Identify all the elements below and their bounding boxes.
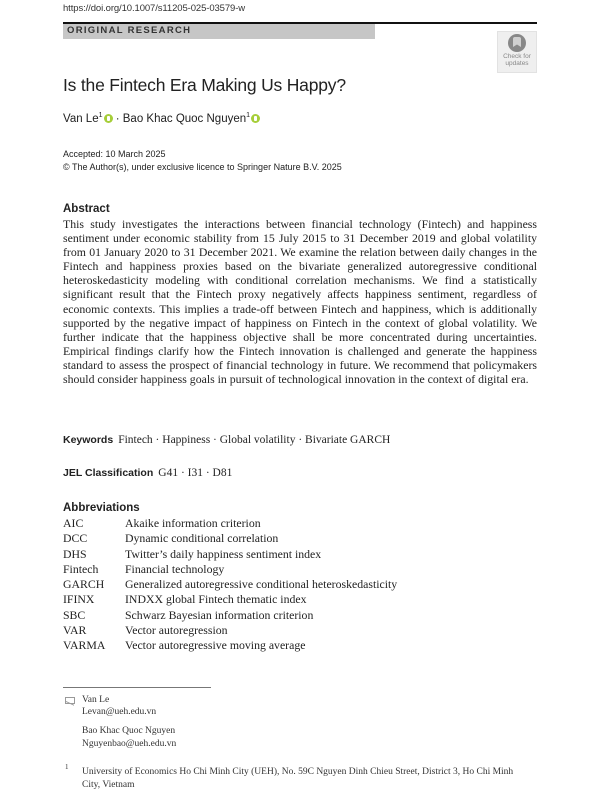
crossmark-label-2: updates [505,60,529,67]
abbreviation-definition: Generalized autoregressive conditional heteroskedasticity [125,577,398,592]
contact-name: Bao Khac Quoc Nguyen [82,726,176,737]
abbreviation-term: DCC [63,531,88,546]
orcid-icon[interactable] [251,114,260,123]
contact-entry [82,694,176,718]
abbreviation-definition: Twitter’s daily happiness sentiment index [125,546,322,561]
keywords [63,434,390,446]
crossmark-label-1: Check for [503,53,531,60]
contact-name: Van Le [82,695,110,705]
abbreviation-term: AIC [63,516,84,530]
crossmark-icon [508,34,526,52]
article-type: ORIGINAL RESEARCH [67,25,192,36]
footnote-rule [63,687,211,688]
copyright: © The Author(s), under exclusive licence to Springer Nature B.V. 2025 [63,161,342,172]
abbreviations-heading: Abbreviations [63,502,140,514]
abbreviation-row [63,623,397,638]
abbreviation-definition: Financial technology [125,561,225,576]
abbreviation-term: VAR [63,623,87,638]
abbreviation-term: IFINX [63,592,95,607]
abbreviation-definition: Dynamic conditional correlation [125,531,279,546]
abbreviation-row [63,531,397,546]
abbreviation-row [63,592,397,607]
abbreviation-row [63,608,397,623]
affiliation-marker: 1 [246,112,251,119]
accepted-date: Accepted: 10 March 2025 [63,149,166,159]
abbreviation-row [63,577,397,592]
abbreviation-term: Fintech [63,561,99,576]
abbreviation-row [63,547,397,562]
jel-label: JEL Classification [63,467,154,479]
article-type-band [63,24,375,39]
abbreviation-term: SBC [63,607,86,622]
abbreviation-term: DHS [63,546,87,561]
keywords-label: Keywords [63,434,114,446]
contact-email[interactable]: Nguyenbao@ueh.edu.vn [82,738,177,749]
doi-link[interactable]: https://doi.org/10.1007/s11205-025-03579-w [63,3,246,14]
abstract-heading: Abstract [63,203,110,215]
abbreviation-row [63,562,397,577]
abbreviation-definition: Schwarz Bayesian information criterion [125,607,314,622]
paper-title: Is the Fintech Era Making Us Happy? [63,75,346,95]
abbreviation-definition: Akaike information criterion [125,516,261,530]
jel-value: G41 · I31 · D81 [158,467,233,479]
keywords-value: Fintech · Happiness · Global volatility · Bivariate GARCH [118,434,391,446]
contact-email[interactable]: Levan@ueh.edu.vn [82,707,157,718]
abstract-text: This study investigates the interactions between financial technology (Fintech) and happiness sentiment under economic stability from 15 July 2015 to 31 December 2019 and global volatility from 01 January 2020 to 31 December 2021. We examine the relation between daily changes in the Fintech and happiness proxies based on the bivariate generalized autoregressive conditional heteroskedasticity modeling with conditional correlation mechanisms. We find a statistically significant result that the Fintech proxy negatively affects happiness sentiment, regardless of economic contexts. This implies a trade-off between Fintech and happiness, which is additionally supported by the negative impact of happiness on Fintech in the context of global volatility. We further indicate that the happiness objective shall be more concentrated during uncertainties. Empirical findings clarify how the Fintech innovation is challenged and generate the happiness standard to assess the prospect of financial technology in future. We recommend that policymakers should consider happiness goals in pursuit of technological innovation in the context of digital era. [63,217,537,387]
author-name: Van Le [63,113,99,125]
abbreviations-list [63,516,397,654]
abbreviation-row [63,638,397,653]
author-list [63,112,260,125]
abbreviation-term: GARCH [63,577,105,592]
abbreviation-definition: Vector autoregression [125,623,228,638]
affiliation-text: University of Economics Ho Chi Minh City (UEH), No. 59C Nguyen Dinh Chieu Street, District 3, Ho Chi Minh City, Vietnam [82,767,514,790]
author-name: Bao Khac Quoc Nguyen [122,113,247,125]
abbreviation-row [63,516,397,531]
abbreviation-definition: Vector autoregressive moving average [125,638,306,653]
crossmark-button[interactable] [497,31,537,73]
jel-classification [63,467,232,479]
corresponding-contacts [82,694,176,757]
affiliation-number: 1 [65,763,69,771]
affiliation-marker: 1 [98,112,103,119]
contact-entry [82,725,176,749]
abbreviation-definition: INDXX global Fintech thematic index [125,592,307,607]
article-meta [63,148,342,173]
abbreviation-term: VARMA [63,638,106,653]
envelope-icon [65,697,75,704]
orcid-icon[interactable] [104,114,113,123]
author-separator: · [112,113,123,125]
